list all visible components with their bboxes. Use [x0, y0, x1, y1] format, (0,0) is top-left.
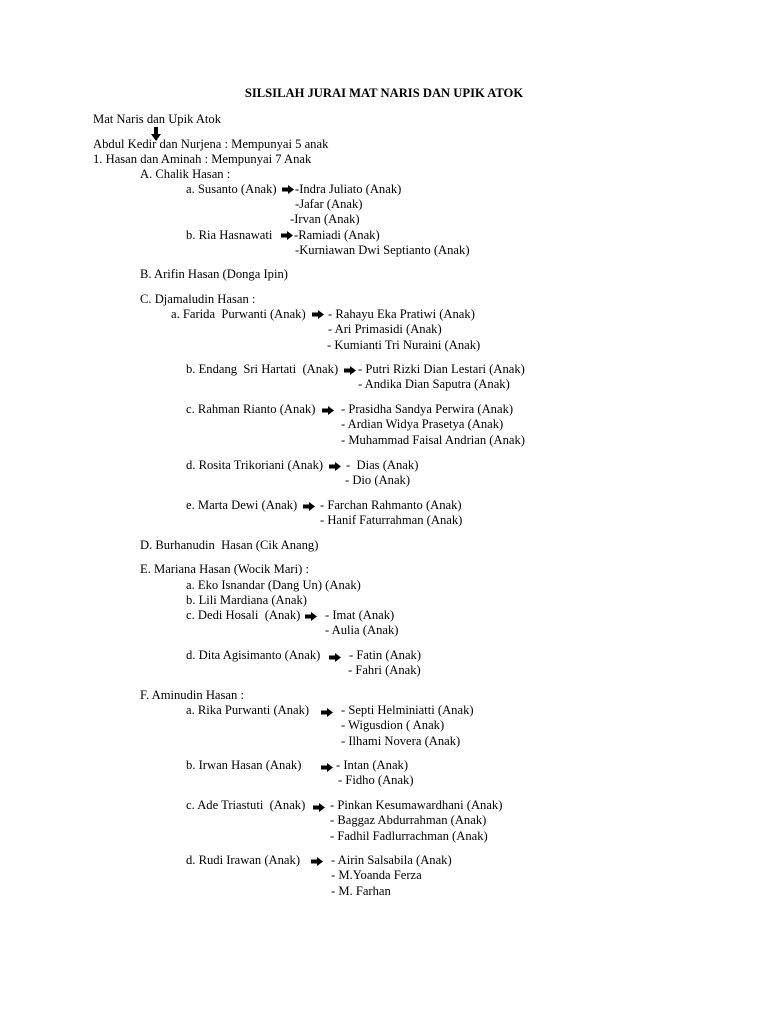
child-entry: d. Dita Agisimanto (Anak): [186, 648, 321, 662]
child-entry: a. Farida Purwanti (Anak): [171, 307, 306, 321]
child-entry: a. Eko Isnandar (Dang Un) (Anak): [186, 578, 361, 592]
section-heading: B. Arifin Hasan (Donga Ipin): [140, 267, 288, 281]
grandchild-entry: - Dias (Anak): [346, 458, 419, 472]
section-heading: C. Djamaludin Hasan :: [140, 292, 256, 306]
section-heading: D. Burhanudin Hasan (Cik Anang): [140, 538, 319, 552]
arrow-right-icon: [321, 763, 333, 772]
grandchild-entry: - Ilhami Novera (Anak): [341, 734, 461, 748]
grandchild-entry: - Imat (Anak): [325, 608, 395, 622]
child-entry: b. Ria Hasnawati: [186, 228, 273, 242]
grandchild-entry: - Andika Dian Saputra (Anak): [358, 377, 510, 391]
ancestor-line: Mat Naris dan Upik Atok: [93, 112, 222, 126]
branch-heading: 1. Hasan dan Aminah : Mempunyai 7 Anak: [93, 152, 312, 166]
grandchild-entry: - Ari Primasidi (Anak): [328, 322, 442, 336]
child-entry: d. Rudi Irawan (Anak): [186, 853, 301, 867]
arrow-right-icon: [313, 803, 325, 812]
section-heading: E. Mariana Hasan (Wocik Mari) :: [140, 562, 309, 576]
generation-line: Abdul Kedir dan Nurjena : Mempunyai 5 anak: [93, 137, 329, 151]
grandchild-entry: - Kumianti Tri Nuraini (Anak): [327, 338, 481, 352]
child-entry: c. Ade Triastuti (Anak): [186, 798, 306, 812]
grandchild-entry: - Fadhil Fadlurrachman (Anak): [330, 829, 488, 843]
section-heading: A. Chalik Hasan :: [140, 167, 231, 181]
arrow-right-icon: [329, 653, 341, 662]
child-entry: b. Lili Mardiana (Anak): [186, 593, 307, 607]
grandchild-entry: - Hanif Faturrahman (Anak): [320, 513, 463, 527]
grandchild-entry: - Septi Helminiatti (Anak): [341, 703, 474, 717]
grandchild-entry: -Kurniawan Dwi Septianto (Anak): [295, 243, 470, 257]
grandchild-entry: - Airin Salsabila (Anak): [331, 853, 452, 867]
arrow-right-icon: [312, 310, 324, 319]
arrow-right-icon: [329, 462, 341, 471]
grandchild-entry: - Fidho (Anak): [338, 773, 414, 787]
arrow-right-icon: [305, 612, 317, 621]
child-entry: e. Marta Dewi (Anak): [186, 498, 298, 512]
child-entry: d. Rosita Trikoriani (Anak): [186, 458, 324, 472]
arrow-right-icon: [344, 366, 356, 375]
grandchild-entry: - Aulia (Anak): [325, 623, 399, 637]
grandchild-entry: - Pinkan Kesumawardhani (Anak): [330, 798, 503, 812]
child-entry: c. Rahman Rianto (Anak): [186, 402, 316, 416]
arrow-right-icon: [322, 406, 334, 415]
grandchild-entry: -Ramiadi (Anak): [294, 228, 380, 242]
grandchild-entry: - Fahri (Anak): [348, 663, 421, 677]
grandchild-entry: - Muhammad Faisal Andrian (Anak): [341, 433, 525, 447]
grandchild-entry: - Intan (Anak): [336, 758, 409, 772]
grandchild-entry: - Baggaz Abdurrahman (Anak): [330, 813, 487, 827]
child-entry: b. Irwan Hasan (Anak): [186, 758, 302, 772]
grandchild-entry: -Indra Juliato (Anak): [295, 182, 402, 196]
arrow-right-icon: [321, 708, 333, 717]
grandchild-entry: - Dio (Anak): [345, 473, 411, 487]
arrow-right-icon: [282, 185, 294, 194]
grandchild-entry: - Farchan Rahmanto (Anak): [320, 498, 462, 512]
arrow-right-icon: [303, 502, 315, 511]
grandchild-entry: - Prasidha Sandya Perwira (Anak): [341, 402, 514, 416]
child-entry: c. Dedi Hosali (Anak): [186, 608, 301, 622]
section-heading: F. Aminudin Hasan :: [140, 688, 244, 702]
grandchild-entry: - Ardian Widya Prasetya (Anak): [341, 417, 504, 431]
grandchild-entry: - Putri Rizki Dian Lestari (Anak): [358, 362, 525, 376]
grandchild-entry: - Wigusdion ( Anak): [341, 718, 445, 732]
grandchild-entry: -Jafar (Anak): [295, 197, 363, 211]
grandchild-entry: - M. Farhan: [331, 884, 391, 898]
grandchild-entry: - Rahayu Eka Pratiwi (Anak): [328, 307, 475, 321]
grandchild-entry: - Fatin (Anak): [349, 648, 422, 662]
arrow-right-icon: [311, 857, 323, 866]
child-entry: a. Susanto (Anak): [186, 182, 277, 196]
grandchild-entry: - M.Yoanda Ferza: [331, 868, 422, 882]
child-entry: a. Rika Purwanti (Anak): [186, 703, 310, 717]
document-title: SILSILAH JURAI MAT NARIS DAN UPIK ATOK: [244, 86, 524, 100]
arrow-right-icon: [281, 231, 293, 240]
grandchild-entry: -Irvan (Anak): [290, 212, 360, 226]
child-entry: b. Endang Sri Hartati (Anak): [186, 362, 339, 376]
